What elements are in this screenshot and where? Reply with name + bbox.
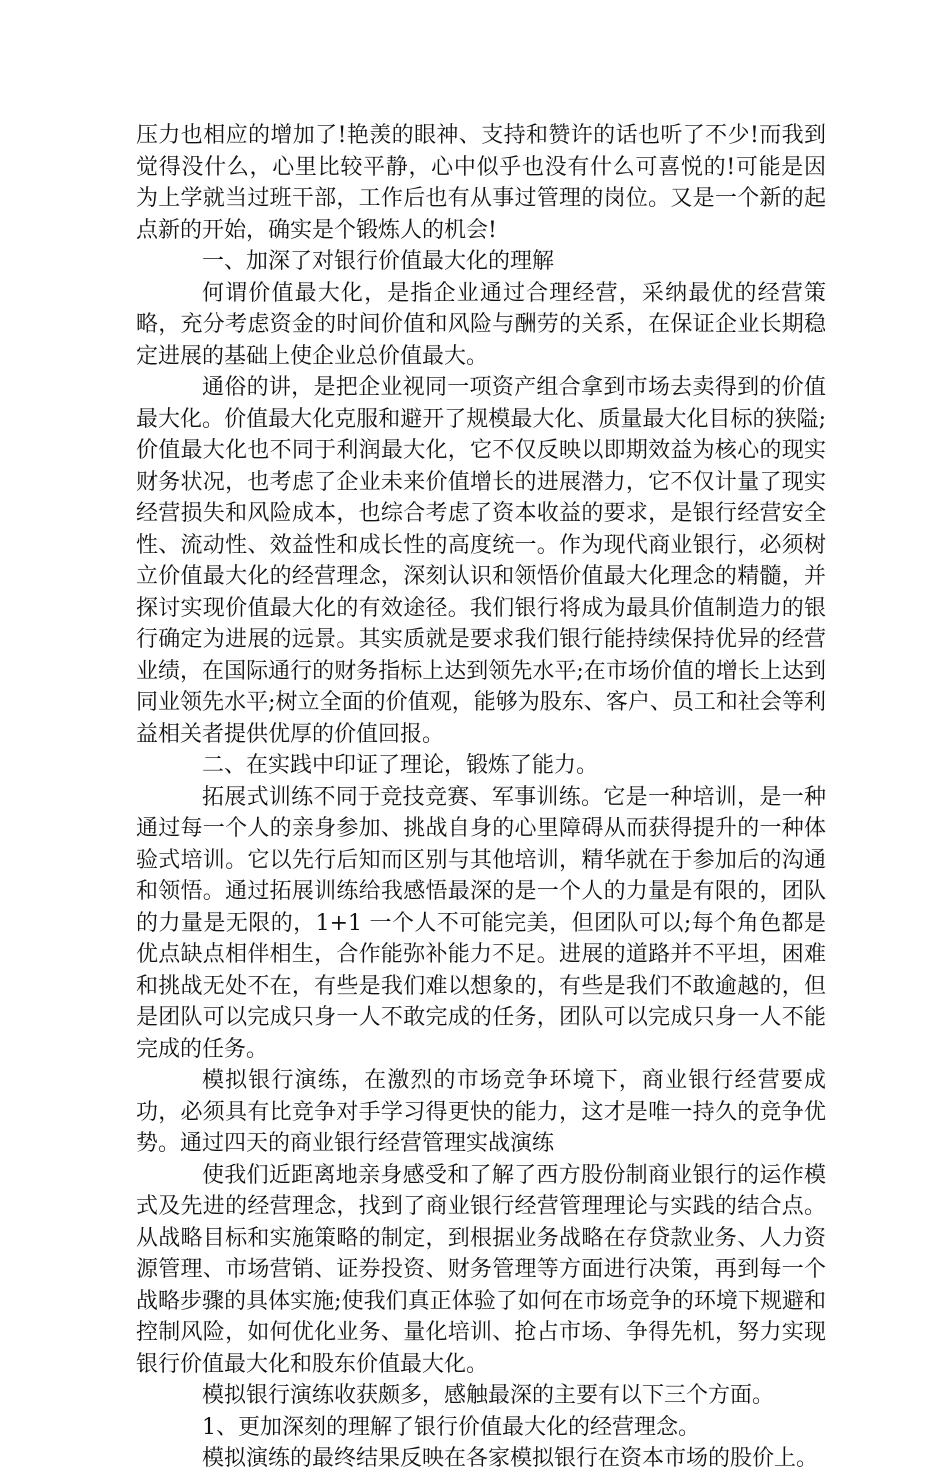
paragraph-simulation-detail: 使我们近距离地亲身感受和了解了西方股份制商业银行的运作模式及先进的经营理念，找到了商业银行经营管理理论与实践的结合点。从战略目标和实施策略的制定，到根据业务战略在存贷款业务、人力资源管理、市场营销、证券投资、财务管理等方面进行决策，再到每一个战略步骤的具体实施;使我们真正体验了如何在市场竞争的环境下规避和控制风险，如何优化业务、量化培训、抢占市场、争得先机，努力实现银行价值最大化和股东价值最大化。 <box>136 1162 826 1377</box>
document-page <box>136 120 826 1475</box>
section-heading-3: 1、更加深刻的理解了银行价值最大化的经营理念。 <box>202 1414 700 1440</box>
paragraph-simulation-intro: 模拟银行演练，在激烈的市场竞争环境下，商业银行经营要成功，必须具有比竞争对手学习得更快的能力，这才是唯一持久的竞争优势。通过四天的商业银行经营管理实战演练 <box>136 1068 826 1156</box>
paragraph-expansion-training: 拓展式训练不同于竞技竞赛、军事训练。它是一种培训，是一种通过每一个人的亲身参加、挑战自身的心里障碍从而获得提升的一种体验式培训。它以先行后知而区别与其他培训，精华就在于参加后的沟通和领悟。通过拓展训练给我感悟最深的是一个人的力量是有限的，团队的力量是无限的，1+1 一个人不可能完美，但团队可以;每个角色都是优点缺点相伴相生，合作能弥补能力不足。进展的道路并不平坦，困难和挑战无处不在，有些是我们难以想象的，有些是我们不敢逾越的，但是团队可以完成只身一人不敢完成的任务，团队可以完成只身一人不能完成的任务。 <box>136 784 826 1062</box>
section-heading-1: 一、加深了对银行价值最大化的理解 <box>202 249 555 274</box>
paragraph-value-definition: 何谓价值最大化，是指企业通过合理经营，采纳最优的经营策略，充分考虑资金的时间价值和风险与酬劳的关系，在保证企业长期稳定进展的基础上使企业总价值最大。 <box>136 280 826 369</box>
paragraph-simulation-gains: 模拟银行演练收获颇多，感触最深的主要有以下三个方面。 <box>202 1383 775 1408</box>
paragraph-intro: 压力也相应的增加了!艳羡的眼神、支持和赞许的话也听了不少!而我到觉得没什么，心里比较平静，心中似乎也没有什么可喜悦的!可能是因为上学就当过班干部，工作后也有从事过管理的岗位。又是一个新的起点新的开始，确实是个锻炼人的机会! <box>136 123 826 243</box>
section-heading-2: 二、在实践中印证了理论，锻炼了能力。 <box>202 753 599 778</box>
paragraph-final-result: 模拟演练的最终结果反映在各家模拟银行在资本市场的股价上。 <box>202 1446 819 1471</box>
paragraph-value-explanation: 通俗的讲，是把企业视同一项资产组合拿到市场去卖得到的价值最大化。价值最大化克服和避开了规模最大化、质量最大化目标的狭隘;价值最大化也不同于利润最大化，它不仅反映以即期效益为核心的现实财务状况，也考虑了企业未来价值增长的进展潜力，它不仅计量了现实经营损失和风险成本，也综合考虑了资本收益的要求，是银行经营安全性、流动性、效益性和成长性的高度统一。作为现代商业银行，必须树立价值最大化的经营理念，深刻认识和领悟价值最大化理念的精髓，并探讨实现价值最大化的有效途径。我们银行将成为最具价值制造力的银行确定为进展的远景。其实质就是要求我们银行能持续保持优异的经营业绩，在国际通行的财务指标上达到领先水平;在市场价值的增长上达到同业领先水平;树立全面的价值观，能够为股东、客户、员工和社会等利益相关者提供优厚的价值回报。 <box>136 375 826 747</box>
